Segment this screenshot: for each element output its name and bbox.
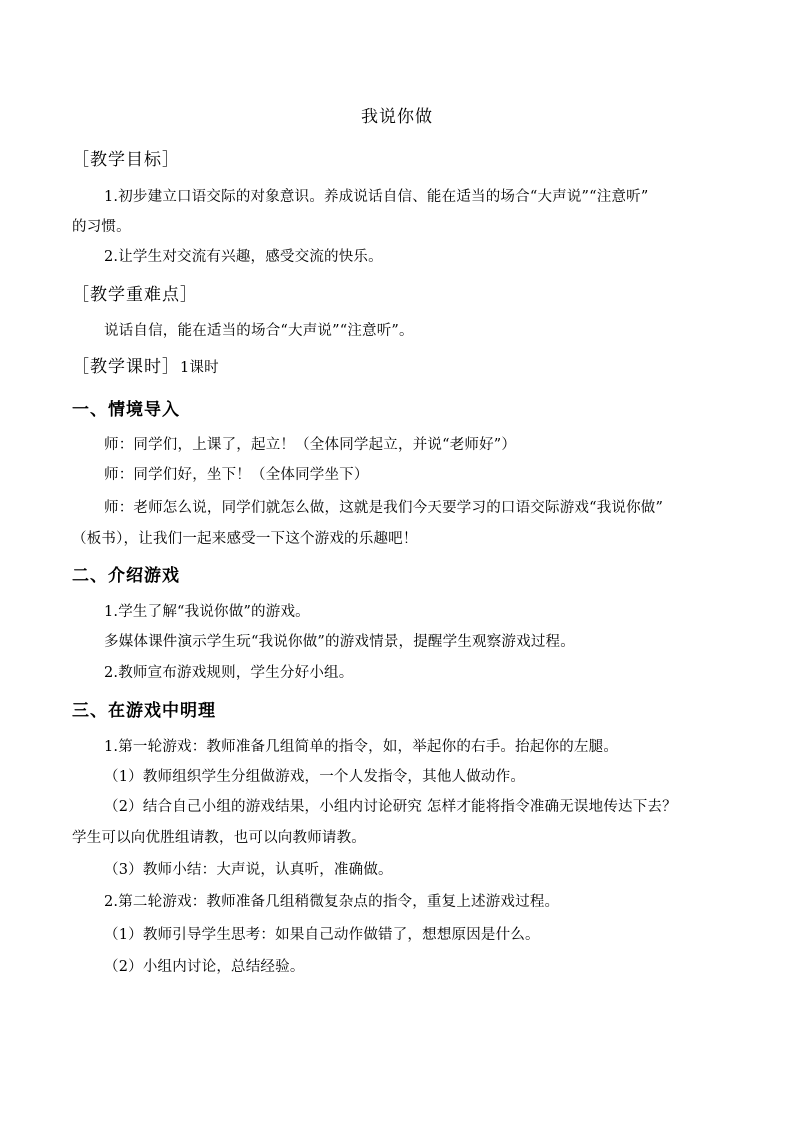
section-1-paragraph-3-line-1: 师：老师怎么说，同学们就怎么做，这就是我们今天要学习的口语交际游戏“我说你做” <box>104 500 664 516</box>
key-points-heading: ［教学重难点］ <box>72 285 198 305</box>
section-2-paragraph-3: 2.教师宣布游戏规则，学生分好小组。 <box>104 665 354 681</box>
section-3-paragraph-3-line-1: （2）结合自己小组的游戏结果，小组内讨论研究 怎样才能将指令准确无误地传达下去？ <box>104 799 677 815</box>
section-3-paragraph-3-line-2: 学生可以向优胜组请教，也可以向教师请教。 <box>72 830 366 846</box>
section-3-paragraph-6: （1）教师引导学生思考：如果自己动作做错了，想想原因是什么。 <box>104 927 540 943</box>
section-2-paragraph-1: 1.学生了解“我说你做”的游戏。 <box>104 604 310 620</box>
document-title: 我说你做 <box>361 107 433 127</box>
period-value: 1课时 <box>180 360 219 376</box>
objective-1-line-1: 1.初步建立口语交际的对象意识。养成说话自信、能在适当的场合“大声说”“注意听” <box>104 189 649 205</box>
section-3-paragraph-4: （3）教师小结：大声说，认真听，准确做。 <box>104 862 393 878</box>
key-points-text: 说话自信，能在适当的场合“大声说”“注意听”。 <box>104 323 414 339</box>
objectives-heading: ［教学目标］ <box>72 150 180 170</box>
period-heading <box>72 356 219 379</box>
section-3-paragraph-1: 1.第一轮游戏：教师准备几组简单的指令，如，举起你的右手。抬起你的左腿。 <box>104 739 619 755</box>
section-3-paragraph-2: （1）教师组织学生分组做游戏，一个人发指令，其他人做动作。 <box>104 769 526 785</box>
section-1-heading: 一、情境导入 <box>72 400 180 420</box>
objective-1-line-2: 的习惯。 <box>72 219 131 235</box>
section-2-paragraph-2: 多媒体课件演示学生玩“我说你做”的游戏情景，提醒学生观察游戏过程。 <box>104 634 575 650</box>
section-2-heading: 二、介绍游戏 <box>72 566 180 586</box>
objective-2: 2.让学生对交流有兴趣，感受交流的快乐。 <box>104 249 383 265</box>
period-heading-label: ［教学课时］ <box>72 357 180 377</box>
section-3-heading: 三、在游戏中明理 <box>72 701 216 721</box>
section-1-paragraph-3-line-2: （板书），让我们一起来感受一下这个游戏的乐趣吧！ <box>72 531 418 547</box>
section-1-paragraph-2: 师：同学们好，坐下！（全体同学坐下） <box>104 467 369 483</box>
section-3-paragraph-7: （2）小组内讨论，总结经验。 <box>104 959 305 975</box>
section-1-paragraph-1: 师：同学们，上课了，起立！（全体同学起立，并说“老师好”） <box>104 437 517 453</box>
section-3-paragraph-5: 2.第二轮游戏：教师准备几组稍微复杂点的指令，重复上述游戏过程。 <box>104 894 560 910</box>
